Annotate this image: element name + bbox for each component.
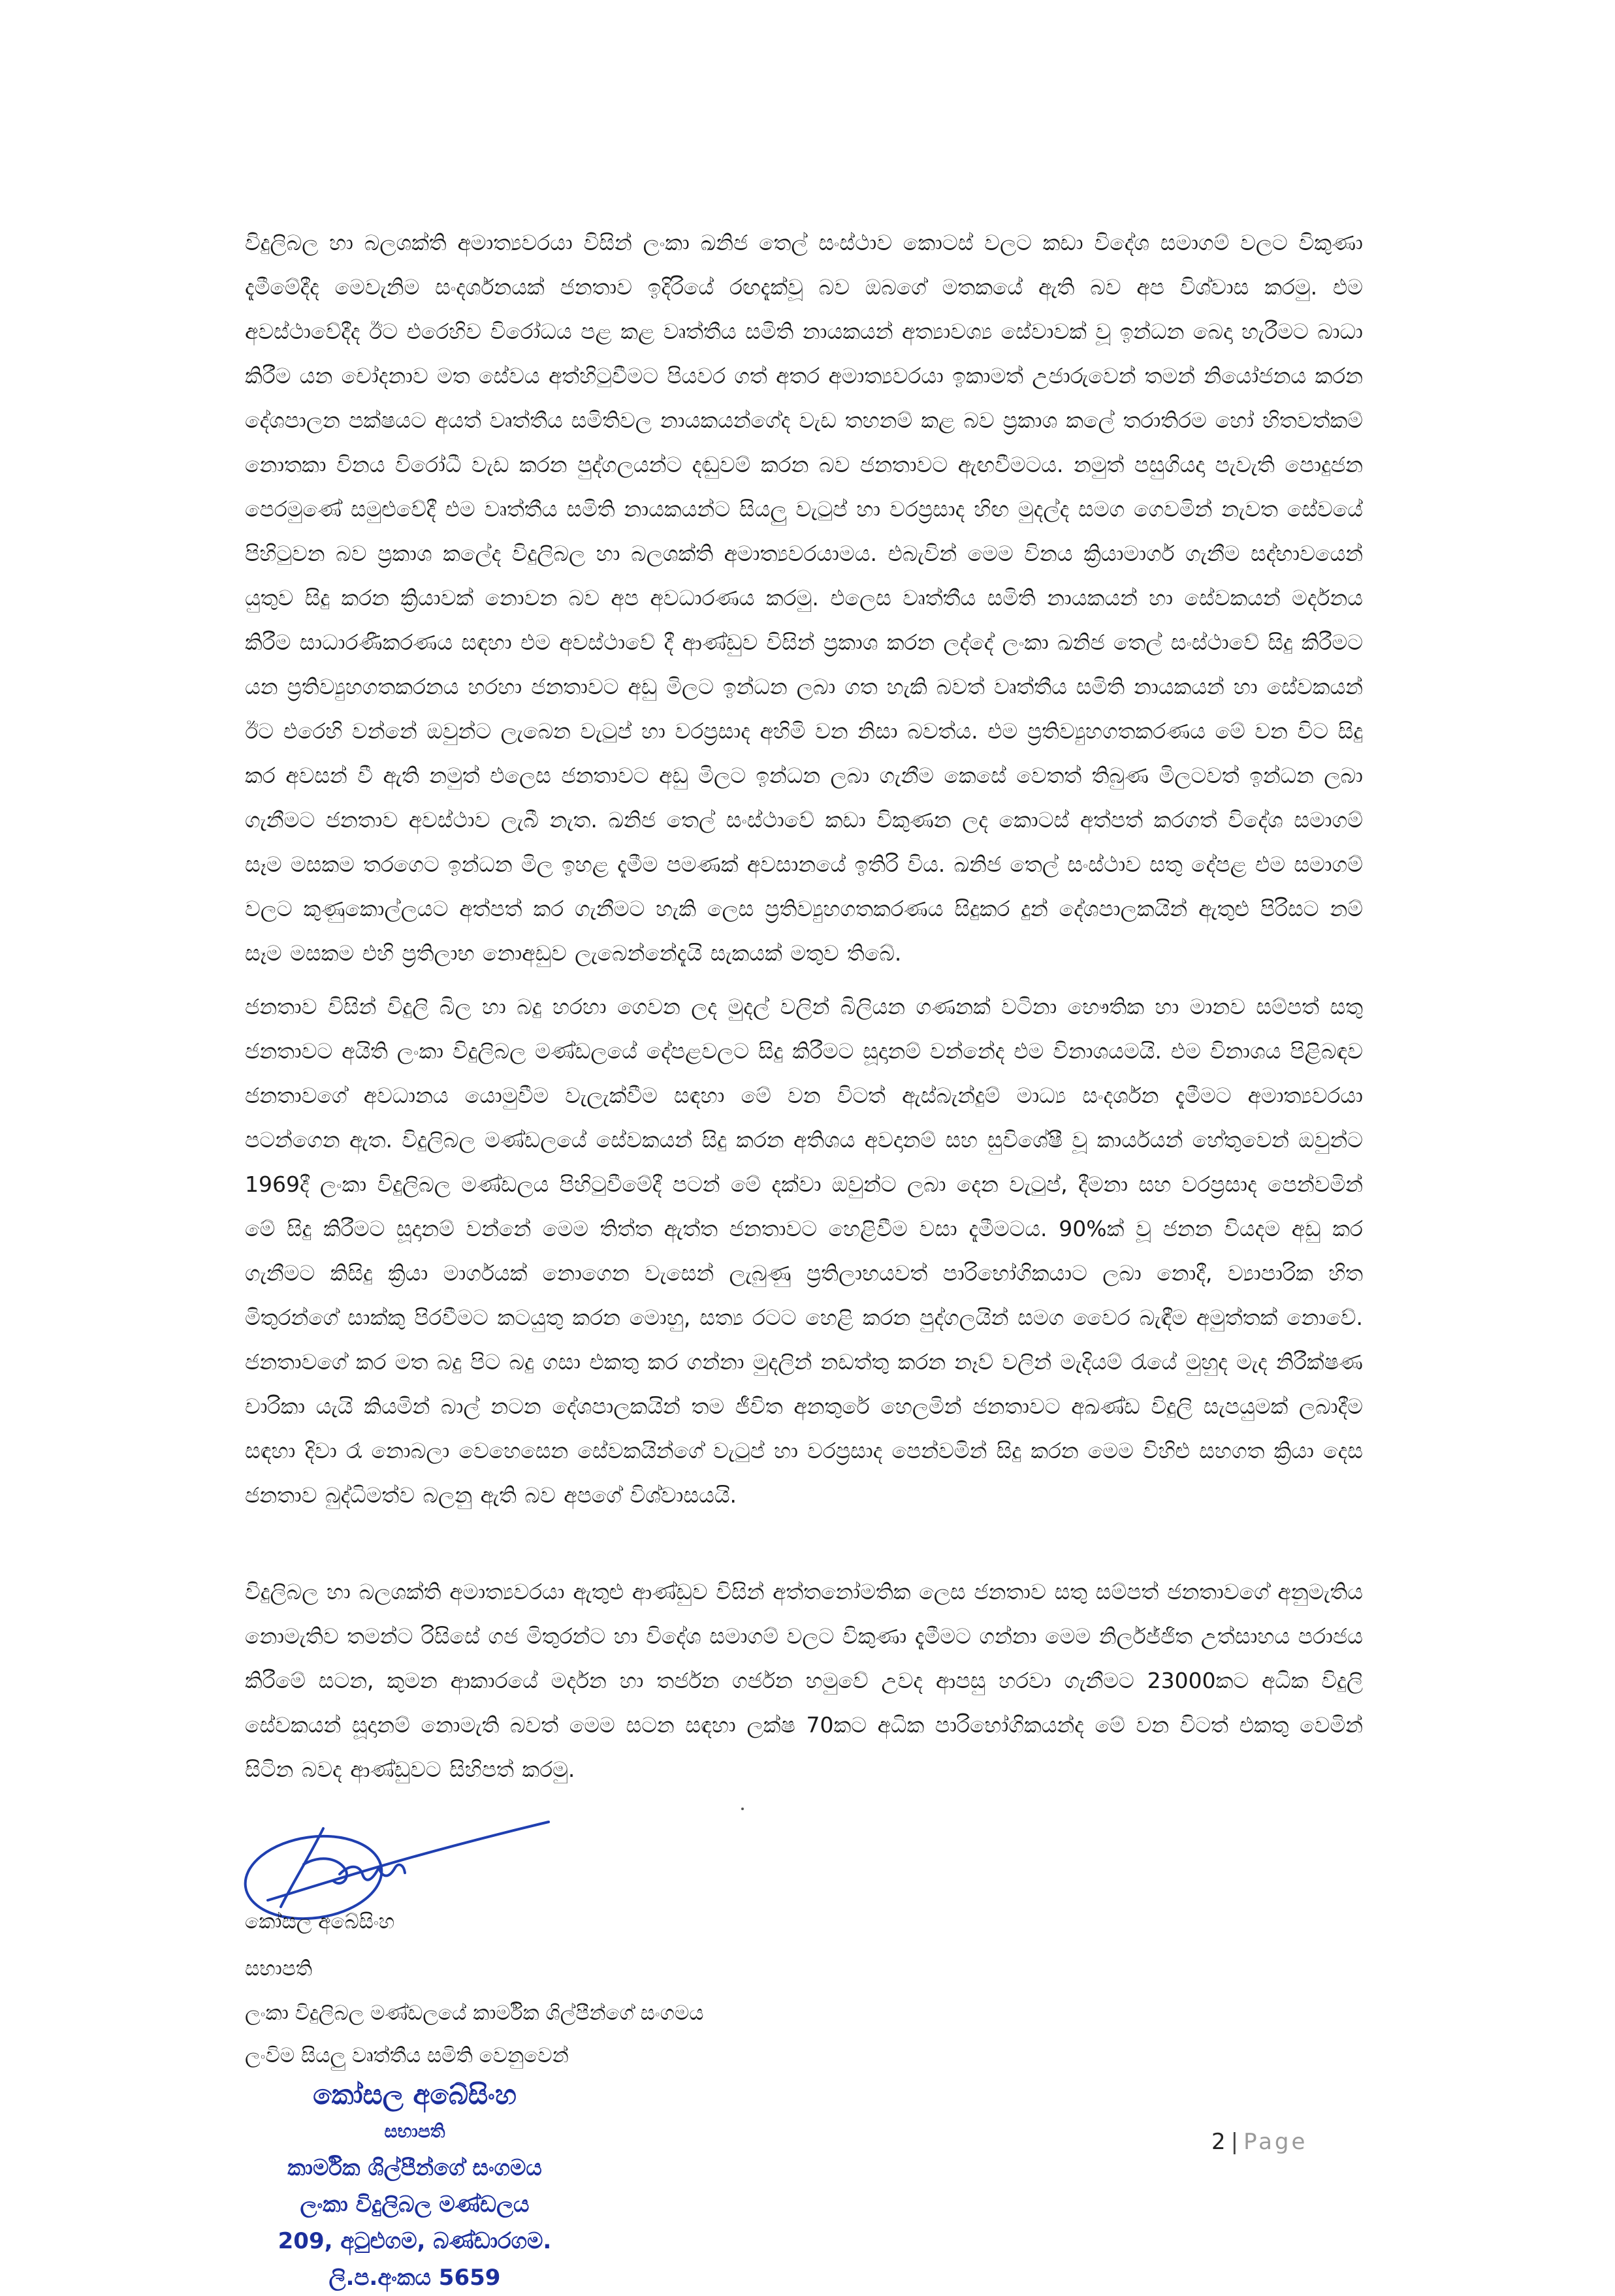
stamp-union: කාර්මික ශිල්පීන්ගේ සංගමය [287, 2155, 542, 2181]
paragraph-1: විදුලිබල හා බලශක්ති අමාත්‍යවරයා විසින් ලංකා ඛනිජ තෙල් සංස්ථාව කොටස් වලට කඩා විදේශ සමාගම් වලට විකුණා දැමීමේදීද මෙවැනිම සංදර්ශනයක් ජනතාව ඉදිරියේ රඟදැක්වූ බව ඔබගේ මතකයේ ඇති බව අප විශ්වාස කරමු. එම අවස්ථාවේදීද ඊට එරෙහිව විරෝධය පළ කළ වෘත්තීය සමිති නායකයන් අත්‍යාවශ්‍ය සේවාවක් වූ ඉන්ධන බෙදා හැරීමට බාධා කිරීම යන චෝදනාව මත සේවය අත්හිටුවීමට පියවර ගත් අතර අමාත්‍යවරයා ඉකාමත් උජාරුවෙන් තමන් නියෝජනය කරන දේශපාලන පක්ෂයට අයත් වෘත්තීය සමිතිවල නායකයන්ගේද වැඩ තහනම් කළ බව ප්‍රකාශ කලේ තරාතිරම හෝ හිතවත්කම් නොතකා විනය විරෝධී වැඩ කරන පුද්ගලයන්ට දඬුවම් කරන බව ජනතාවට ඇඟවීමටය. නමුත් පසුගියදා පැවැති පොදුජන පෙරමුණේ සමුළුවේදී එම වෘත්තීය සමිති නායකයන්ට සියලු වැටුප් හා වරප්‍රසාද හිඟ මුදල්ද සමග ගෙවමින් නැවත සේවයේ පිහිටුවන බව ප්‍රකාශ කලේද විදුලිබල හා බලශක්ති අමාත්‍යවරයාමය. එබැවින් මෙම විනය ක්‍රියාමාර්ග ගැනීම සද්භාවයෙන් යුතුව සිදු කරන ක්‍රියාවක් නොවන බව අප අවධාරණය කරමු. එලෙස වෘත්තීය සමිති නායකයන් හා සේවකයන් මර්දනය කිරීම සාධාරණීකරණය සඳහා එම අවස්ථාවේ දී ආණ්ඩුව විසින් ප්‍රකාශ කරන ලද්දේ ලංකා ඛනිජ තෙල් සංස්ථාවේ සිදු කිරීමට යන ප්‍රතිව්‍යුහගතකරනය හරහා ජනතාවට අඩු මිලට ඉන්ධන ලබා ගත හැකි බවත් වෘත්තීය සමිති නායකයන් හා සේවකයන් ඊට එරෙහි වන්නේ ඔවුන්ට ලැබෙන වැටුප් හා වරප්‍රසාද අහිමි වන නිසා බවත්ය. එම ප්‍රතිව්‍යුහගතකරණය මේ වන විට සිදු කර අවසන් වී ඇති නමුත් එලෙස ජනතාවට අඩු මිලට ඉන්ධන ලබා ගැනීම කෙසේ වෙතත් තිබුණ මිලටවත් ඉන්ධන ලබා ගැනීමට ජනතාව අවස්ථාව ලැබී නැත. ඛනිජ තෙල් සංස්ථාවේ කඩා විකුණන ලද කොටස් අත්පත් කරගත් විදේශ සමාගම් සෑම මසකම තරගෙට ඉන්ධන මිල ඉහළ දැමීම පමණක් අවසානයේ ඉතිරි විය. ඛනිජ තෙල් සංස්ථාව සතු දේපළ එම සමාගම් වලට කුණුකොල්ලයට අත්පත් කර ගැනීමට හැකි ලෙස ප්‍රතිව්‍යුහගතකරණය සිදුකර දුන් දේශපාලකයින් ඇතුළු පිරිසට නම් සෑම මසකම එහි ප්‍රතිලාභ නොඅඩුව ලැබෙන්නේදැයි සැකයක් මතුව තිබේ. [245, 230, 1363, 966]
page-number-footer [1211, 2129, 1307, 2155]
stamp-reg-no: ලි.ප.අංකය 5659 [328, 2265, 501, 2291]
page-number: 2 [1211, 2129, 1226, 2155]
stamp-address: 209, අටුළුගම, බණ්ඩාරගම. [278, 2228, 552, 2254]
signatory-organization: ලංකා විදුලිබල මණ්ඩලයේ කාර්මික ශිල්පීන්ගේ සංගමය [245, 2001, 704, 2025]
page-separator: | [1230, 2129, 1239, 2155]
stamp-title: සභාපති [384, 2120, 445, 2142]
page-label: Page [1243, 2129, 1308, 2155]
scan-speck [741, 1808, 744, 1810]
signatory-name: කෝසල අබේසිංහ [245, 1910, 395, 1934]
signatory-on-behalf: ලංවිම සියලු වෘත්තීය සමිති වෙනුවෙන් [245, 2044, 569, 2067]
paragraph-2: ජනතාව විසින් විදුලි බිල හා බදු හරහා ගෙවන ලද මුදල් වලින් බිලියන ගණනක් වටිනා භෞතික හා මානව සම්පත් සතු ජනතාවට අයිති ලංකා විදුලිබල මණ්ඩලයේ දේපළවලට සිදු කිරීමට සූදානම් වන්නේද එම විනාශයමයි. එම විනාශය පිළිබඳව ජනතාවගේ අවධානය යොමුවීම වැලැක්වීම සඳහා මේ වන විටත් ඇස්බැන්දුම් මාධ්‍ය සංදර්ශන දැමීමට අමාත්‍යවරයා පටන්ගෙන ඇත. විදුලිබල මණ්ඩලයේ සේවකයන් සිදු කරන අතිශය අවදානම් සහ සුවිශේෂී වූ කාර්යයන් හේතුවෙන් ඔවුන්ට 1969දී ලංකා විදුලිබල මණ්ඩලය පිහිටුවීමේදී පටන් මේ දක්වා ඔවුන්ට ලබා දෙන වැටුප්, දීමනා සහ වරප්‍රසාද පෙන්වමින් මේ සිදු කිරීමට සූදානම් වන්නේ මෙම තිත්ත ඇත්ත ජනතාවට හෙළිවීම වසා දැමීමටය. 90%ක් වූ ජනන වියදම අඩු කර ගැනීමට කිසිදු ක්‍රියා මාර්ගයක් නොගෙන වැසෙන් ලැබුණු ප්‍රතිලාභයවත් පාරිභෝගිකයාට ලබා නොදී, ව්‍යාපාරික හිත මිතුරන්ගේ සාක්කු පිරවීමට කටයුතු කරන මොහු, සත්‍ය රටට හෙළි කරන පුද්ගලයින් සමග වෛර බැඳීම අමුත්තක් නොවේ. ජනතාවගේ කර මත බදු පිට බදු ගසා එකතු කර ගන්නා මුදලින් නඩත්තු කරන නෑව් වලින් මැදියම් රැයේ මුහුද මැද නිරීක්ෂණ චාරිකා යැයි කියමින් බාල් නටන දේශපාලකයින් තම ජීවිත අනතුරේ හෙලමින් ජනතාවට අඛණ්ඩ විදුලි සැපයුමක් ලබාදීම සඳහා දිවා රෑ නොබලා වෙහෙසෙන සේවකයින්ගේ වැටුප් හා වරප්‍රසාද පෙන්වමින් සිදු කරන මෙම විහිළු සහගත ක්‍රියා දෙස ජනතාව බුද්ධිමත්ව බලනු ඇති බව අපගේ විශ්වාසයයි. [245, 994, 1363, 1508]
signatory-title: සභාපති [245, 1957, 313, 1981]
official-stamp [245, 2077, 584, 2296]
paragraph-3: විදුලිබල හා බලශක්ති අමාත්‍යවරයා ඇතුළු ආණ්ඩුව විසින් අත්තනෝමතික ලෙස ජනතාව සතු සම්පත් ජනතාවගේ අනුමැතිය නොමැතිව තමන්ට රිසිසේ ගජ මිතුරන්ට හා විදේශ සමාගම් වලට විකුණා දැමීමට ගන්නා මෙම නිර්ලජ්ජිත උත්සාහය පරාජය කිරීමේ සටන, කුමන ආකාරයේ මර්දන හා තර්ජන ගර්ජන හමුවේ උවද ආපසු හරවා ගැනීමට 23000කට අධික විදුලි සේවකයන් සූදානම් නොමැති බවත් මෙම සටන සඳහා ලක්ෂ 70කට අධික පාරිභෝගිකයන්ද මේ වන විටත් එකතු වෙමින් සිටින බවද ආණ්ඩුවට සිහිපත් කරමු. [245, 1579, 1363, 1782]
stamp-board: ලංකා විදුලිබල මණ්ඩලය [300, 2192, 530, 2218]
stamp-name: කෝසල අබේසිංහ [313, 2079, 517, 2111]
